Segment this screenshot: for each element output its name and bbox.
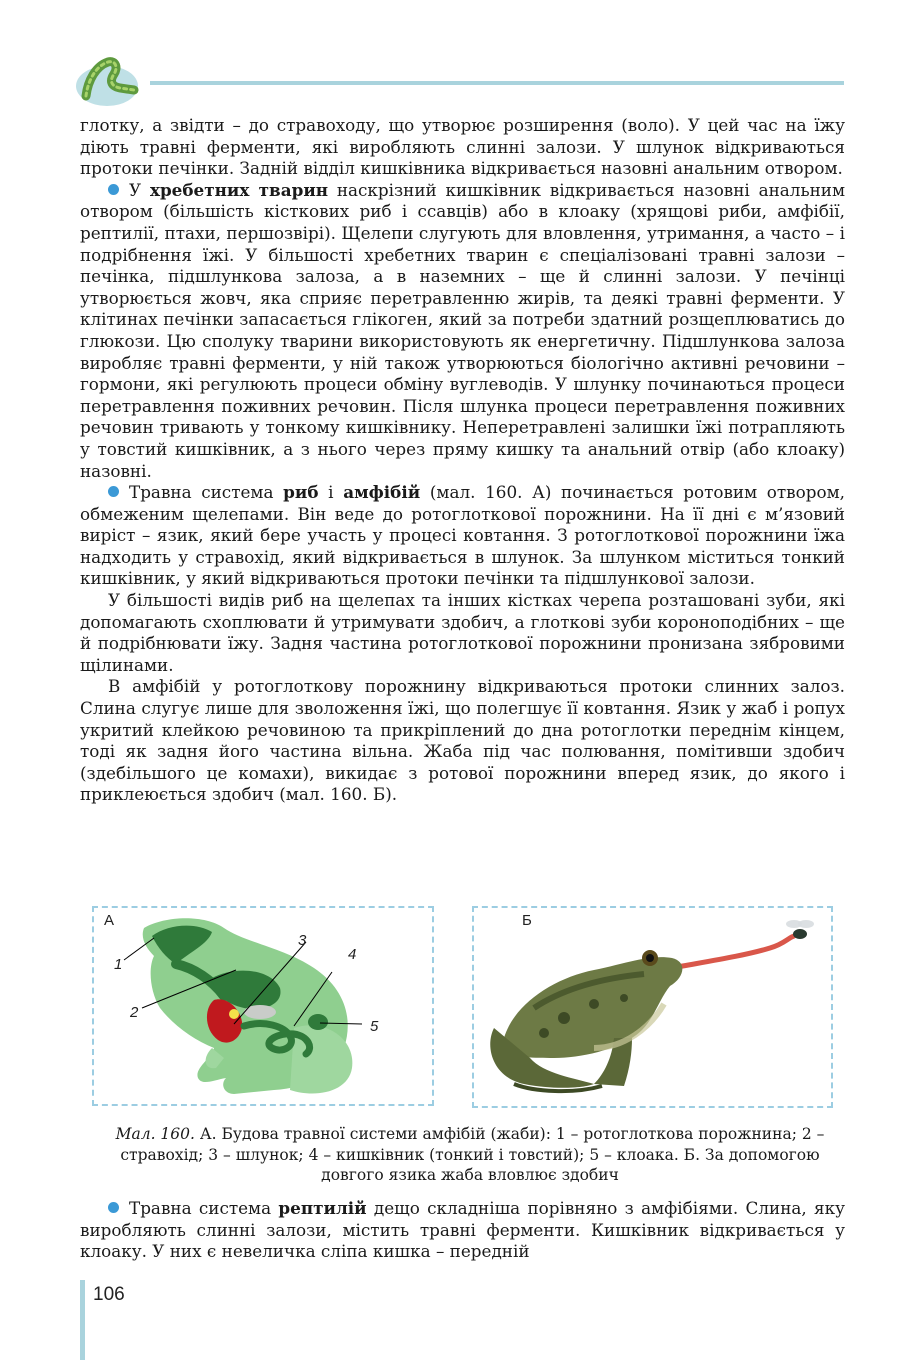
body-text-top <box>80 115 845 806</box>
term-reptiles: рептилій <box>278 1198 367 1218</box>
paragraph-fish-amphibians: Травна система риб і амфібій (мал. 160. А) починається ротовим отвором, обмеженим щелепами. Він веде до ротоглоткової порожнини. На її дні є м’язовий виріст – язик, який бере участь у процесі ковтання. З ротоглоткової порожнини їжа надходить у стравохід, який відкривається в шлунок. За шлунком міститься тонкий кишківник, у який відкриваються протоки печінки та підшлункової залози. <box>80 482 845 589</box>
bullet-icon <box>108 486 119 497</box>
figure-a-label: А <box>104 912 115 929</box>
figure-caption <box>100 1124 840 1186</box>
bullet-icon <box>108 1202 119 1213</box>
term-vertebrates: хребетних тварин <box>149 179 329 200</box>
label-2: 2 <box>130 1004 139 1021</box>
term-amphibians: амфібій <box>343 482 421 503</box>
figure-b-frame <box>472 906 833 1108</box>
paragraph-reptiles: Травна система рептилій дещо складніша порівняно з амфібіями. Слина, яку виробляють слинні залози, містить травні ферменти. Кишківник відкривається у клоаку. У них є невеличка сліпа кишка – передній <box>80 1198 845 1262</box>
header-rule <box>150 81 844 85</box>
caption-figure-number: Мал. 160. <box>115 1125 195 1143</box>
figure-a-frame <box>92 906 434 1106</box>
label-3: 3 <box>298 932 307 949</box>
bullet-icon <box>108 184 119 195</box>
paragraph-vertebrates: У хребетних тварин наскрізний кишківник відкривається назовні анальним отвором (більшість кісткових риб і ссавців) або в клоаку (хрящові риби, амфібії, рептилії, птахи, першозвірі). Щелепи слугують для вловлення, утримання, а часто – і подрібнення їжі. У більшості хребетних тварин є спеціалізовані травні залози – печінка, підшлункова залоза, а в наземних – ще й слинні залози. У печінці утворюється жовч, яка сприяє перетравленню жирів, та деякі травні ферменти. У клітинах печінки запасається глікоген, який за потреби здатний розщеплюватись до глюкози. Цю сполуку тварини використовують як енергетичну. Підшлункова залоза виробляє травні ферменти, у ній також утворюються біологічно активні речовини – гормони, які регулюють процеси обміну вуглеводів. У шлунку починаються процеси перетравлення поживних речовин. Після шлунка процеси перетравлення поживних речовин тривають у тонкому кишківнику. Неперетравлені залишки їжі потрапляють у товстий кишківник, а з нього через пряму кишку та анальний отвір (або клоаку) назовні. <box>80 179 845 481</box>
frog-anatomy-diagram <box>94 908 432 1104</box>
label-1: 1 <box>114 956 123 973</box>
caterpillar-logo-icon <box>74 52 144 108</box>
term-fish: риб <box>283 482 319 503</box>
figure-b-label: Б <box>522 912 532 929</box>
page-number: 106 <box>93 1284 125 1305</box>
frog-catching-prey-illustration <box>474 908 831 1106</box>
page-margin-bar <box>80 1280 85 1360</box>
label-5: 5 <box>370 1018 379 1035</box>
caption-text: А. Будова травної системи амфібій (жаби): 1 – ротоглоткова порожнина; 2 – стравохід; 3 – шлунок; 4 – кишківник (тонкий і товстий); 5 – клоака. Б. За допомогою довгого язика жаба вловлює здобич <box>120 1125 825 1184</box>
paragraph-fish-teeth: У більшості видів риб на щелепах та інших кістках черепа розташовані зуби, які допомагають схоплювати й утримувати здобич, а глоткові зуби короноподібних – ще й подрібнювати їжу. Задня частина ротоглоткової порожнини пронизана зябровими щілинами. <box>80 590 845 675</box>
label-4: 4 <box>348 946 357 963</box>
paragraph-intro: глотку, а звідти – до стравоходу, що утворює розширення (воло). У цей час на їжу діють травні ферменти, які виробляють слинні залози. У шлунок відкриваються протоки печінки. Задній відділ кишківника відкривається назовні анальним отвором. <box>80 115 845 179</box>
body-text-bottom <box>80 1198 845 1263</box>
paragraph-amphibian-tongue: В амфібій у ротоглоткову порожнину відкриваються протоки слинних залоз. Слина слугує лише для зволоження їжі, що полегшує її ковтання. Язик у жаб і ропух укритий клейкою речовиною та прикріплений до дна ротоглотки переднім кінцем, тоді як задня його частина вільна. Жаба під час полювання, помітивши здобич (здебільшого це комахи), викидає з ротової порожнини вперед язик, до якого і приклеюється здобич (мал. 160. Б). <box>80 676 845 805</box>
